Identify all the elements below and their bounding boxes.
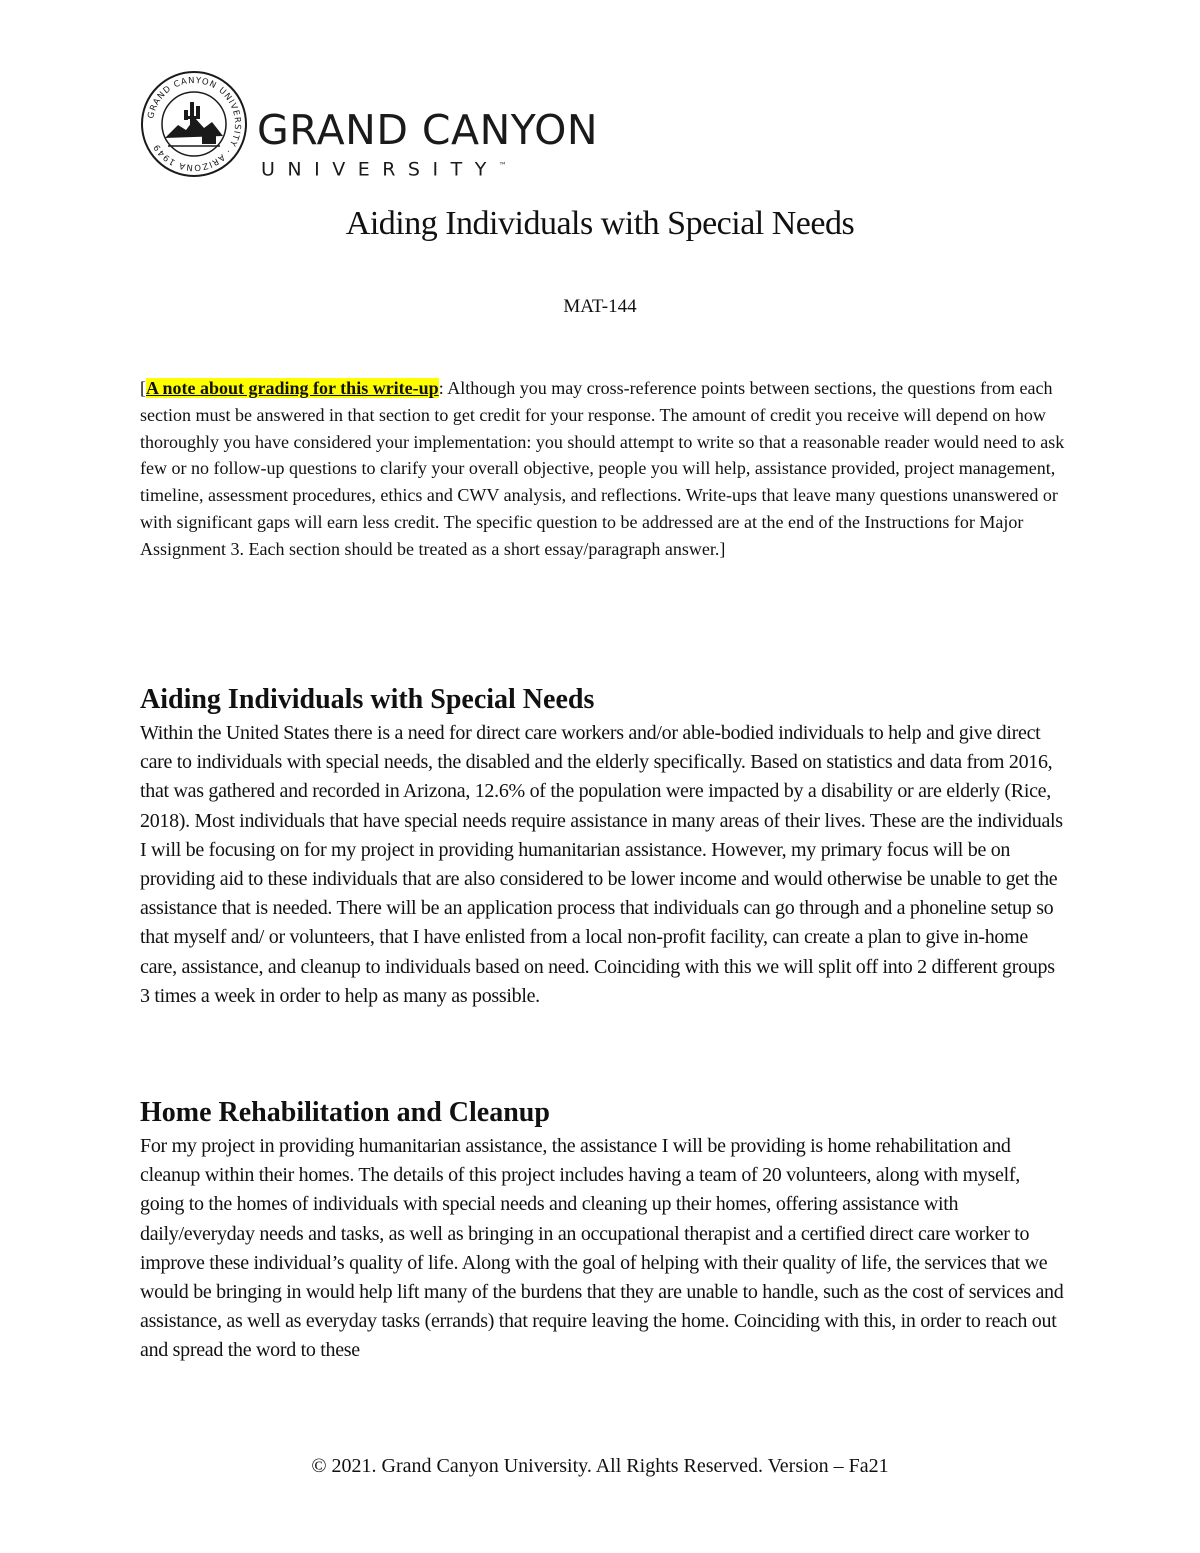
section-body: Within the United States there is a need for direct care workers and/or able-bodied individuals to help and give direct care to individuals with special needs, the disabled and the elderly specifically. Based on statistics and data from 2016, that was gathered and recorded in Arizona, 12.6% of the population were impacted by a disability or are elderly (Rice, 2018). Most individuals that have special needs require assistance in many areas of their lives. These are the individuals I will be focusing on for my project in providing humanitarian assistance. However, my primary focus will be on providing aid to these individuals that are also considered to be lower income and would otherwise be unable to get the assistance that is needed. There will be an application process that individuals can go through and a phoneline setup so that myself and/ or volunteers, that I have enlisted from a local non-profit facility, can create a plan to give in-home care, assistance, and cleanup to individuals based on need. Coinciding with this we will split off into 2 different groups 3 times a week in order to help as many as possible. bbox=[140, 722, 1063, 1007]
section-aiding-individuals bbox=[140, 683, 1065, 1011]
brand-name: GRAND CANYON bbox=[257, 106, 599, 154]
university-header bbox=[140, 70, 640, 195]
seal-text: GRAND CANYON UNIVERSITY · ARIZONA 1949 bbox=[146, 75, 243, 173]
brand-subtitle bbox=[257, 154, 598, 181]
section-heading: Home Rehabilitation and Cleanup bbox=[140, 1097, 550, 1128]
section-home-rehabilitation bbox=[140, 1096, 1065, 1366]
university-wordmark bbox=[257, 108, 598, 181]
grading-note bbox=[140, 375, 1065, 563]
course-code: MAT-144 bbox=[563, 296, 637, 317]
section-body: For my project in providing humanitarian assistance, the assistance I will be providing is home rehabilitation and cleanup within their homes. The details of this project includes having a team of 20 volunteers, along with myself, going to the homes of individuals with special needs and cleaning up their homes, offering assistance with daily/everyday needs and tasks, as well as bringing in an occupational therapist and a certified direct care worker to improve these individual’s quality of life. Along with the goal of helping with their quality of life, the services that we would be bringing in would help lift many of the burdens that they are unable to handle, such as the cost of services and assistance, as well as everyday tasks (errands) that require leaving the home. Coinciding with this, in order to reach out and spread the word to these bbox=[140, 1135, 1064, 1362]
note-open-bracket: [ bbox=[140, 378, 146, 398]
section-heading: Aiding Individuals with Special Needs bbox=[140, 684, 595, 715]
brand-subtitle-text: UNIVERSITY bbox=[261, 158, 499, 181]
university-seal-icon bbox=[140, 70, 248, 178]
trademark-mark: ™ bbox=[498, 161, 507, 170]
document-title: Aiding Individuals with Special Needs bbox=[345, 205, 855, 242]
copyright-footer: © 2021. Grand Canyon University. All Rights Reserved. Version – Fa21 bbox=[311, 1455, 889, 1477]
note-highlight: A note about grading for this write-up bbox=[146, 378, 439, 398]
note-text: : Although you may cross-reference points between sections, the questions from each section must be answered in that section to get credit for your response. The amount of credit you receive will depend on how thoroughly you have considered your implementation: you should attempt to write so that a reasonable reader would need to ask few or no follow-up questions to clarify your overall objective, people you will help, assistance provided, project management, timeline, assessment procedures, ethics and CWV analysis, and reflections. Write-ups that leave many questions unanswered or with significant gaps will earn less credit. The specific question to be addressed are at the end of the Instructions for Major Assignment 3. Each section should be treated as a short essay/paragraph answer.] bbox=[140, 378, 1065, 559]
